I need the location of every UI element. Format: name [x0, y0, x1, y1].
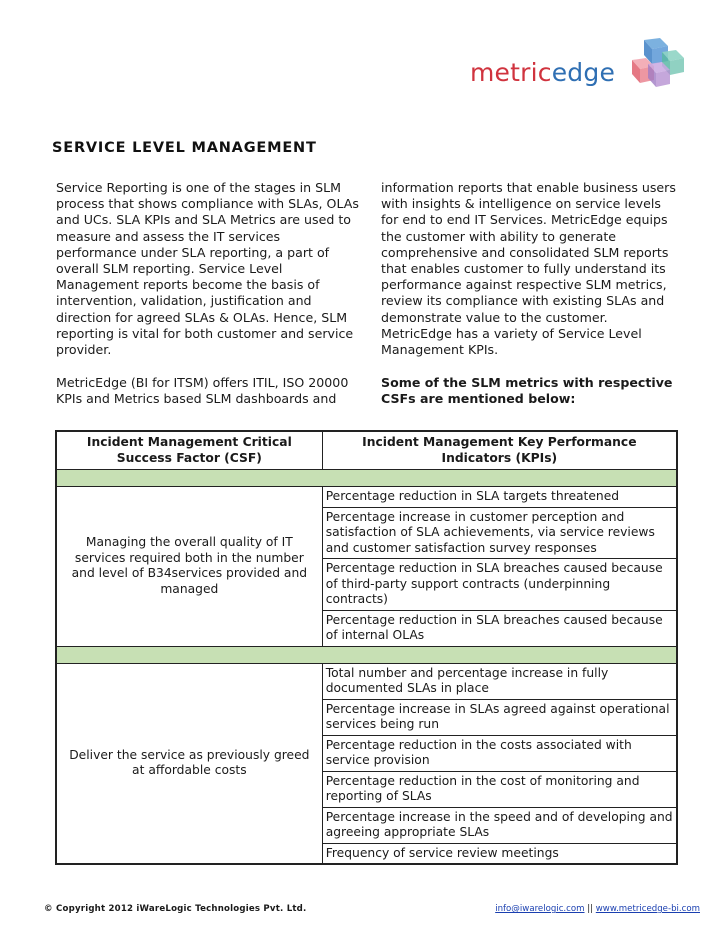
logo-text-metric: metric	[470, 58, 552, 87]
kpi-cell: Percentage reduction in SLA targets threatened	[322, 487, 677, 508]
right-text-column	[381, 180, 681, 408]
table-row	[56, 487, 677, 508]
email-link[interactable]: info@iwarelogic.com	[495, 904, 585, 914]
logo-wordmark	[470, 58, 615, 87]
right-paragraph-2: Some of the SLM metrics with respective CSFs are mentioned below:	[381, 375, 673, 407]
kpi-cell: Percentage reduction in the costs associated with service provision	[322, 735, 677, 771]
group-band-row	[56, 646, 677, 663]
copyright-text: © Copyright 2012 iWareLogic Technologies Pvt. Ltd.	[44, 904, 307, 914]
footer-separator: ||	[587, 904, 594, 914]
footer-links	[495, 904, 700, 914]
kpi-cell: Percentage increase in the speed and of developing and agreeing appropriate SLAs	[322, 807, 677, 843]
section-title: SERVICE LEVEL MANAGEMENT	[52, 140, 317, 156]
left-text-column	[56, 180, 364, 408]
kpi-cell: Percentage reduction in SLA breaches caused because of third-party support contracts (underpinning contracts)	[322, 559, 677, 611]
kpi-cell: Percentage increase in customer perception and satisfaction of SLA achievements, via service reviews and customer satisfaction survey responses	[322, 507, 677, 559]
logo-text-edge: edge	[551, 58, 616, 87]
kpi-column-header: Incident Management Key Performance Indicators (KPIs)	[322, 431, 677, 470]
left-paragraph-2: MetricEdge (BI for ITSM) offers ITIL, ISO 20000 KPIs and Metrics based SLM dashboards and	[56, 375, 349, 407]
right-paragraph-1: information reports that enable business users with insights & intelligence on service levels for end to end IT Services. MetricEdge equips the customer with ability to generate comprehensive and consolidated SLM reports that enables customer to fully understand its performance against respective SLM metrics, review its compliance with existing SLAs and demonstrate value to the customer. MetricEdge has a variety of Service Level Management KPIs.	[381, 180, 676, 358]
csf-cell: Deliver the service as previously greed at affordable costs	[56, 663, 322, 864]
kpi-cell: Percentage reduction in SLA breaches caused because of internal OLAs	[322, 610, 677, 646]
metricedge-logo	[470, 38, 710, 98]
table-header-row	[56, 431, 677, 470]
csf-column-header: Incident Management Critical Success Factor (CSF)	[56, 431, 322, 470]
kpi-cell: Frequency of service review meetings	[322, 843, 677, 864]
website-link[interactable]: www.metricedge-bi.com	[595, 904, 700, 914]
csf-kpi-table	[55, 430, 678, 865]
group-band-row	[56, 470, 677, 487]
cubes-logo-icon	[622, 38, 692, 94]
kpi-cell: Percentage increase in SLAs agreed against operational services being run	[322, 699, 677, 735]
table-row	[56, 663, 677, 699]
kpi-cell: Total number and percentage increase in fully documented SLAs in place	[322, 663, 677, 699]
csf-cell: Managing the overall quality of IT services required both in the number and level of B34services provided and managed	[56, 487, 322, 647]
left-paragraph-1: Service Reporting is one of the stages in SLM process that shows compliance with SLAs, OLAs and UCs. SLA KPIs and SLA Metrics are used to measure and assess the IT services performance under SLA reporting, a part of overall SLM reporting. Service Level Management reports become the basis of intervention, validation, justification and direction for agreed SLAs & OLAs. Hence, SLM reporting is vital for both customer and service provider.	[56, 180, 359, 358]
kpi-cell: Percentage reduction in the cost of monitoring and reporting of SLAs	[322, 771, 677, 807]
